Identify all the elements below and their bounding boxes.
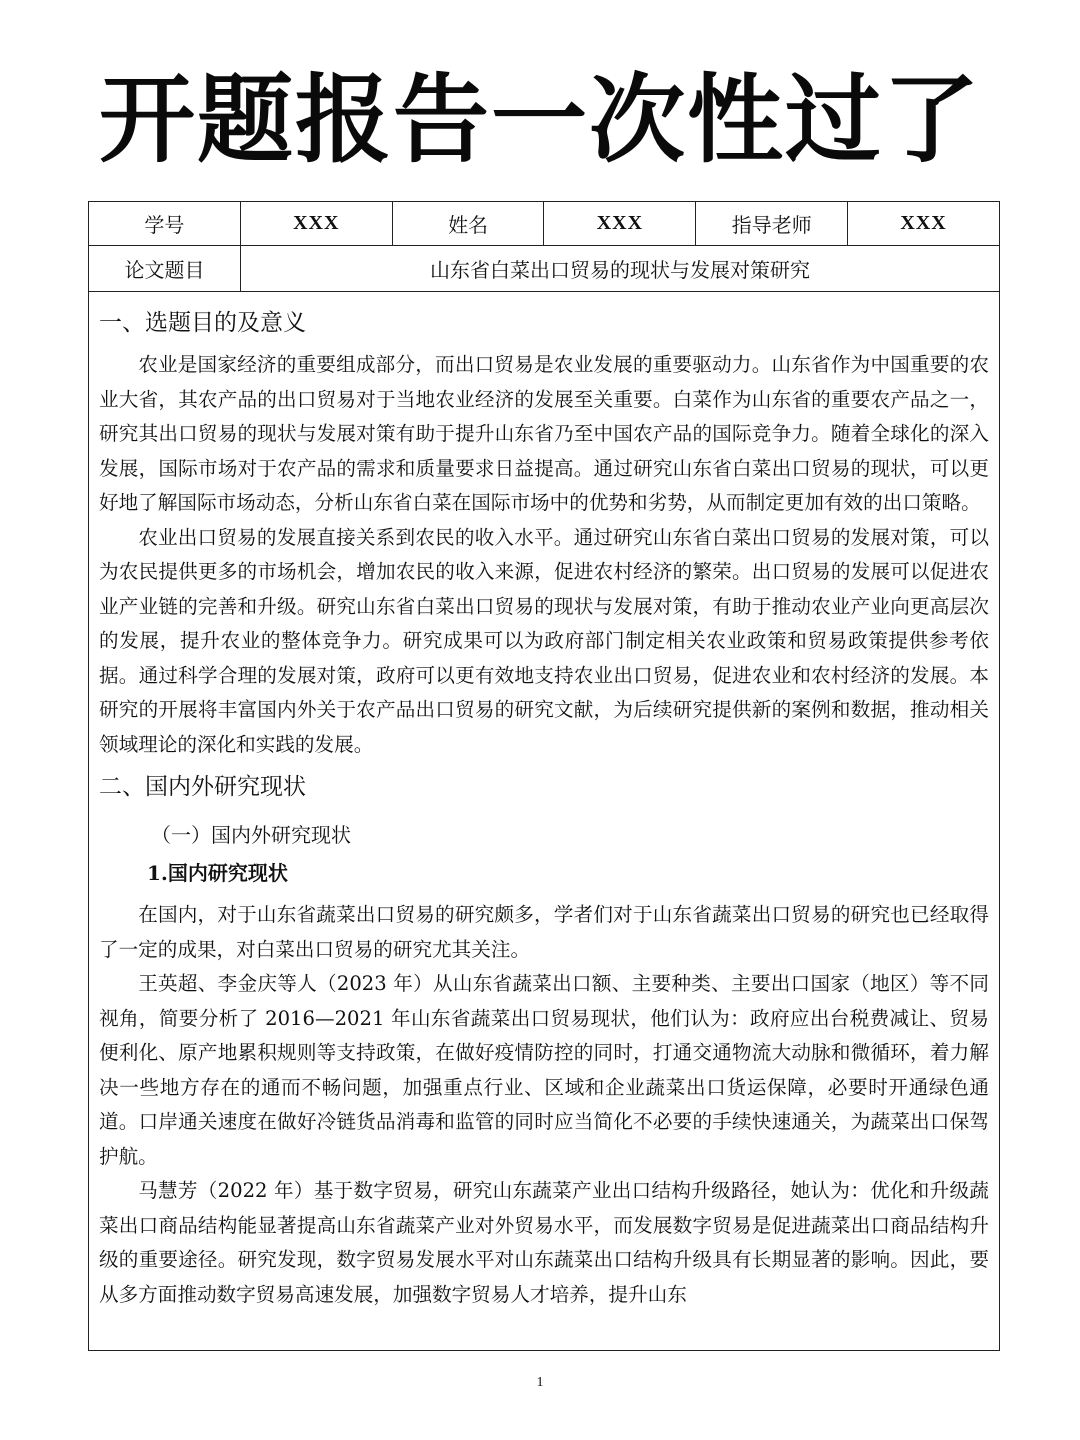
name-value: XXX bbox=[544, 202, 696, 245]
advisor-value: XXX bbox=[900, 212, 947, 234]
info-row bbox=[89, 202, 999, 246]
paragraph: 马慧芳（2022 年）基于数字贸易，研究山东蔬菜产业出口结构升级路径，她认为：优化和升级蔬菜出口商品结构能显著提高山东省蔬菜产业对外贸易水平，而发展数字贸易是促进蔬菜出口商品结构升级的重要途径。研究发现，数字贸易发展水平对山东蔬菜出口结构升级具有长期显著的影响。因此，要从多方面推动数字贸易高速发展，加强数字贸易人才培养，提升山东 bbox=[99, 1179, 989, 1306]
advisor-label: 指导老师 bbox=[696, 202, 848, 245]
topic-label: 论文题目 bbox=[89, 246, 241, 291]
subsection-heading-domestic: 1.国内研究现状 bbox=[147, 861, 288, 885]
section-heading-purpose: 一、选题目的及意义 bbox=[99, 310, 306, 336]
paragraph: 在国内，对于山东省蔬菜出口贸易的研究颇多，学者们对于山东省蔬菜出口贸易的研究也已经取得了一定的成果，对白菜出口贸易的研究尤其关注。 bbox=[99, 903, 989, 961]
name-label: 姓名 bbox=[393, 202, 545, 245]
subsection-heading: （一）国内外研究现状 bbox=[151, 823, 351, 847]
student-id-value: XXX bbox=[241, 202, 393, 245]
section-heading-research-status: 二、国内外研究现状 bbox=[99, 774, 306, 800]
topic-value: 山东省白菜出口贸易的现状与发展对策研究 bbox=[430, 258, 810, 282]
page-banner-title: 开题报告一次性过了 bbox=[99, 64, 981, 176]
page-number: 1 bbox=[536, 1375, 544, 1390]
paragraph: 王英超、李金庆等人（2023 年）从山东省蔬菜出口额、主要种类、主要出口国家（地区）等不同视角，简要分析了 2016—2021 年山东省蔬菜出口贸易现状，他们认为：政府应出台税费减让、贸易便利化、原产地累积规则等支持政策，在做好疫情防控的同时，打通交通物流大动脉和微循环，着力解决一些地方存在的通而不畅问题，加强重点行业、区域和企业蔬菜出口货运保障，必要时开通绿色通道。口岸通关速度在做好冷链货品消毒和监管的同时应当简化不必要的手续快速通关，为蔬菜出口保驾护航。 bbox=[99, 972, 989, 1168]
proposal-form bbox=[88, 201, 1000, 1351]
paragraph: 农业出口贸易的发展直接关系到农民的收入水平。通过研究山东省白菜出口贸易的发展对策，可以为农民提供更多的市场机会，增加农民的收入来源，促进农村经济的繁荣。出口贸易的发展可以促进农业产业链的完善和升级。研究山东省白菜出口贸易的现状与发展对策，有助于推动农业产业向更高层次的发展，提升农业的整体竞争力。研究成果可以为政府部门制定相关农业政策和贸易政策提供参考依据。通过科学合理的发展对策，政府可以更有效地支持农业出口贸易，促进农业和农村经济的发展。本研究的开展将丰富国内外关于农产品出口贸易的研究文献，为后续研究提供新的案例和数据，推动相关领域理论的深化和实践的发展。 bbox=[99, 525, 989, 756]
topic-row bbox=[89, 246, 999, 292]
student-id-label: 学号 bbox=[89, 202, 241, 245]
paragraph: 农业是国家经济的重要组成部分，而出口贸易是农业发展的重要驱动力。山东省作为中国重要的农业大省，其农产品的出口贸易对于当地农业经济的发展至关重要。白菜作为山东省的重要农产品之一，研究其出口贸易的现状与发展对策有助于提升山东省乃至中国农产品的国际竞争力。随着全球化的深入发展，国际市场对于农产品的需求和质量要求日益提高。通过研究山东省白菜出口贸易的现状，可以更好地了解国际市场动态，分析山东省白菜在国际市场中的优势和劣势，从而制定更加有效的出口策略。 bbox=[99, 353, 989, 514]
proposal-body bbox=[89, 292, 999, 1312]
